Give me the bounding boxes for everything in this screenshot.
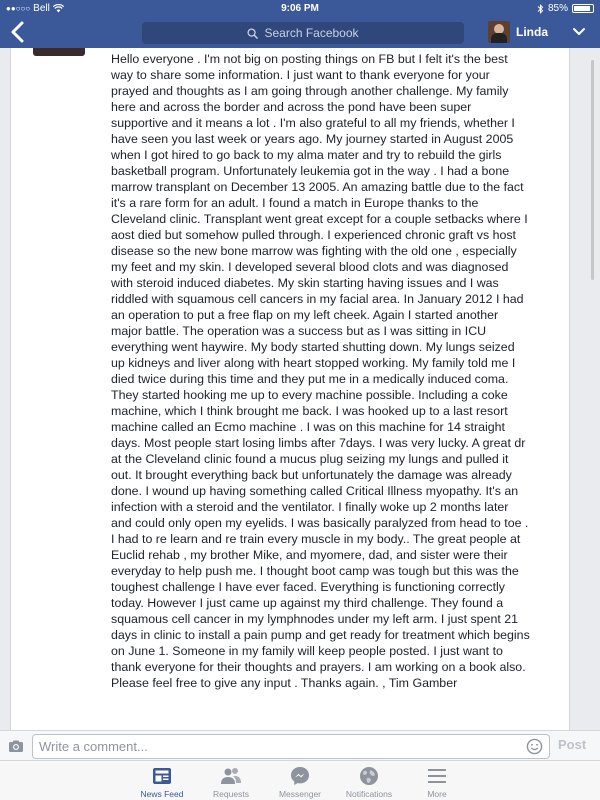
post-card (10, 48, 570, 730)
tab-bar (0, 760, 600, 800)
post-author-avatar[interactable] (33, 48, 85, 56)
friend-requests-icon (220, 765, 242, 787)
globe-icon (358, 765, 380, 787)
comment-input[interactable]: Write a comment... (32, 734, 550, 759)
battery-icon (572, 4, 594, 13)
post-body: Hello everyone . I'm not big on posting things on FB but I felt it's the best way to share some information. I just want to thank everyone for your prayed and thoughts as I am going through another challenge. My family here and across the border and across the pond have been super supportive and it means a lot . I'm also grateful to all my friends, whether I have seen you last week or years ago. My journey started in August 2005 when I got hired to go back to my alma mater and try to rebuild the girls basketball program. Unfortunately leukemia got in the way . I had a bone marrow transplant on December 13 2005. An amazing battle due to the fact it's a rare form for an adult. I found a match in Europe thanks to the Cleveland clinic. Transplant went great except for a couple setbacks where I aost died but somehow pulled through. I experienced chronic graft vs host disease so the new bone marrow was fighting with the old one , especially my feet and my skin. I developed several blood clots and was diagnosed with steroid induced diabetes. My skin starting having issues and I was riddled with squamous cell cancers in my facial area. In January 2012 I had an operation to put a free flap on my left cheek. Again I started another major battle. The operation was a success but as I was sitting in ICU everything went haywire. My body started shutting down. My lungs seized up kidneys and liver along with heart stopped working. My family told me I died twice during this time and they put me in a medically induced coma. They started hooking me up to every machine possible. Including a coke machine, which I think brought me back. I was hooked up to a last resort machine called an Ecmo machine . I was on this machine for 14 straight days. Most people start losing limbs after 7days. I was very lucky. A great dr at the Cleveland clinic found a mucus plug seizing my lungs and pulled it out. It brought everything back but unfortunately the damage was already done. I wound up having something called Critical Illness myopathy. It's an infection with a steroid and the ventilator. I finally woke up 2 months later and could only open my eyelids. I was basically paralyzed from head to toe . I had to re learn and re train every muscle in my body.. The great people at Euclid rehab , my brother Mike, and myomere, dad, and sister were their everyday to help push me. I thought boot camp was tough but this was the toughest challenge I have ever faced. Everything is functioning correctly today. However I just came up against my third challenge. They found a squamous cell cancer in my lymphnodes under my left arm. I just spent 21 days in clinic to install a pain pump and get ready for treatment which begins on June 1. Someone in my family will keep people posted. I just want to thank everyone for their thoughts and prayers. I am working on a book also. Please feel free to give any input . Thanks again. , Tim Gamber (111, 52, 530, 690)
tab-notifications[interactable] (334, 765, 404, 799)
menu-icon (426, 765, 448, 787)
top-bar (0, 0, 600, 48)
chevron-down-icon[interactable] (570, 22, 588, 40)
tab-requests[interactable] (196, 765, 266, 799)
camera-icon[interactable] (8, 738, 24, 754)
battery-percent: 85% (547, 3, 568, 14)
tab-label: Notifications (345, 789, 393, 799)
profile-button[interactable] (488, 21, 548, 43)
tab-news-feed[interactable] (127, 765, 197, 799)
tab-label: Messenger (278, 789, 322, 799)
tab-messenger[interactable] (265, 765, 335, 799)
chevron-left-icon (8, 20, 28, 44)
carrier-name: Bell (33, 3, 50, 14)
search-bar[interactable] (142, 22, 464, 44)
profile-name: Linda (516, 25, 548, 39)
status-bar (0, 0, 600, 18)
post-scroll-area[interactable] (0, 48, 600, 730)
search-placeholder: Search Facebook (264, 26, 359, 40)
tab-label: Requests (213, 789, 249, 799)
signal-strength-icon: ●●○○○ (6, 4, 31, 13)
search-icon (247, 28, 258, 39)
comment-bar (0, 730, 600, 760)
scrollbar[interactable] (591, 60, 594, 280)
tab-more[interactable] (402, 765, 472, 799)
tab-label: News Feed (140, 789, 184, 799)
messenger-icon (289, 765, 311, 787)
news-feed-icon (151, 765, 173, 787)
back-button[interactable] (8, 20, 32, 44)
bluetooth-icon (537, 4, 544, 14)
clock: 9:06 PM (281, 3, 319, 14)
avatar (488, 21, 510, 43)
emoji-icon[interactable] (526, 738, 543, 755)
nav-bar (0, 18, 600, 48)
battery-area (537, 3, 594, 14)
post-comment-button[interactable]: Post (558, 737, 587, 752)
tab-label: More (427, 789, 447, 799)
